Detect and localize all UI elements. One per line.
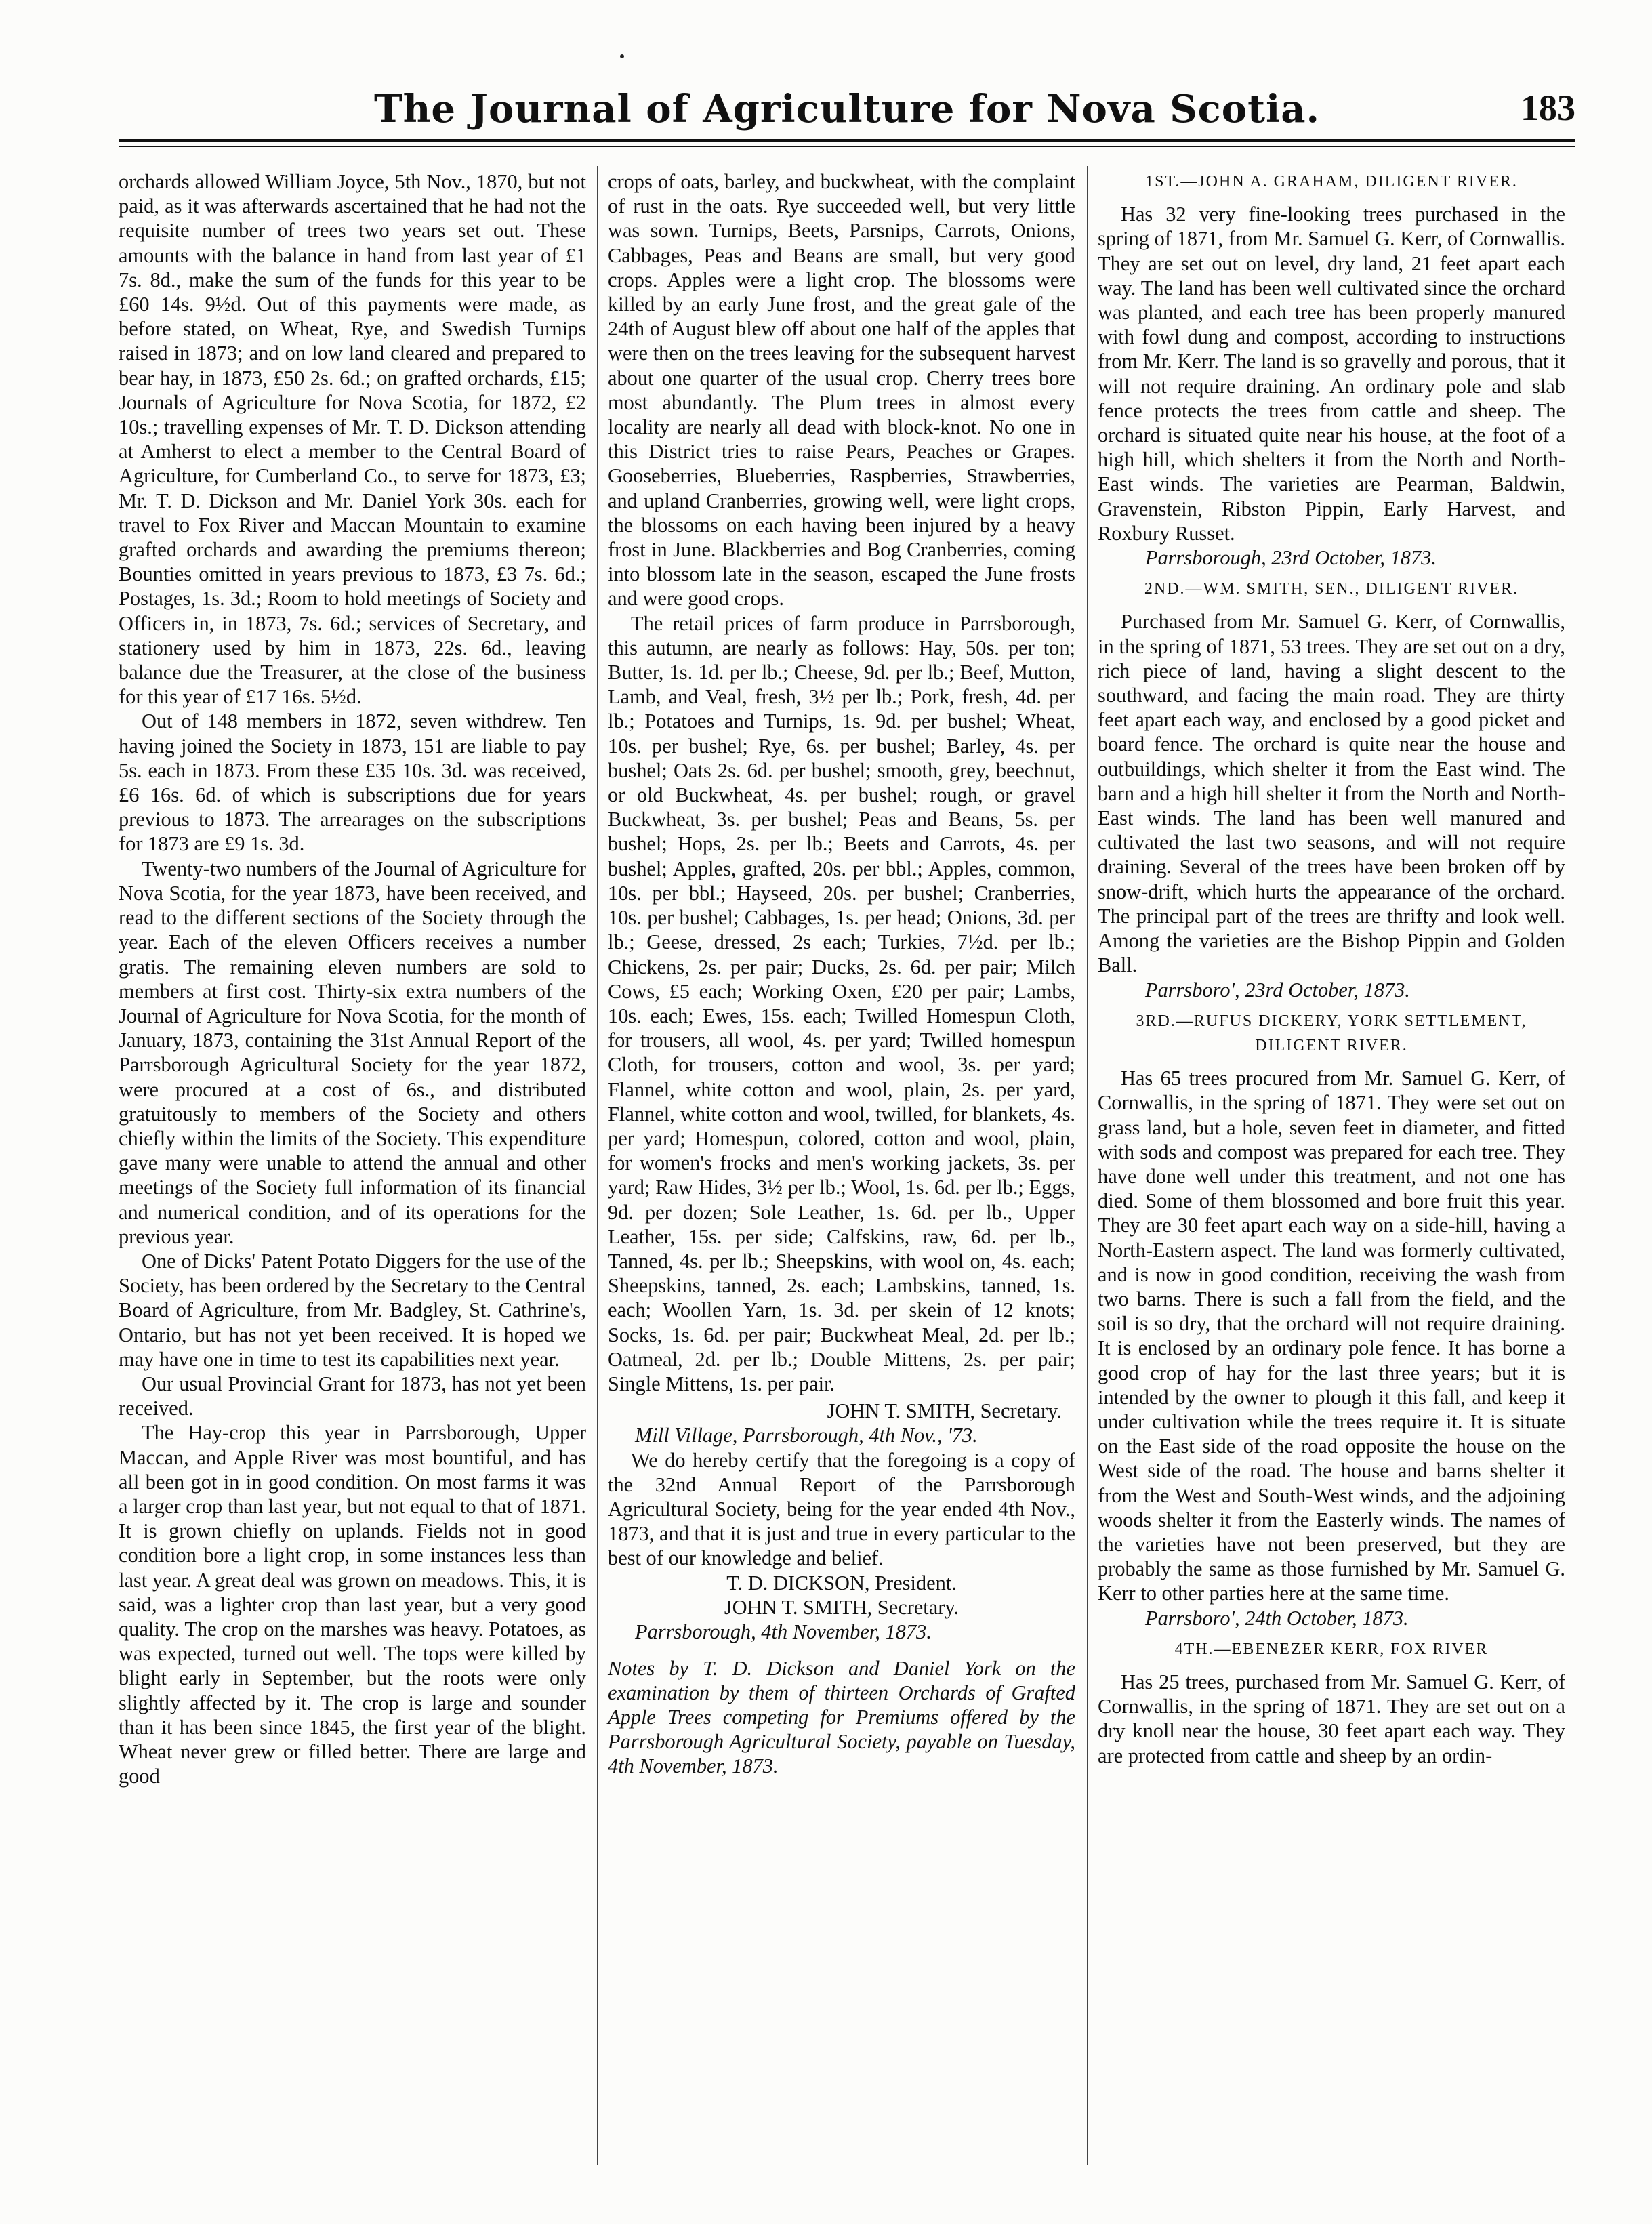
orchard-heading: 3RD.—RUFUS DICKERY, YORK SETTLEMENT, DILIGENT RIVER.	[1136, 1012, 1527, 1054]
paragraph: Has 25 trees, purchased from Mr. Samuel G. Kerr, of Cornwallis, in the spring of 1871. They are set out on a dry knoll near the house, 30 feet apart each way. They are protected from cattle and sheep by an ordin-	[1098, 1670, 1565, 1767]
notes-heading: Notes by T. D. Dickson and Daniel York on the examination by them of thirteen Orchards of Grafted Apple Trees competing for Premiums offered by the Parrsborough Agricultural Society, payable on Tuesday, 4th November, 1873.	[608, 1657, 1075, 1778]
header-rule-thin	[119, 146, 1575, 147]
column-divider-1	[597, 166, 598, 2165]
paragraph: Has 32 very fine-looking trees purchased in the spring of 1871, from Mr. Samuel G. Kerr, of Cornwallis. They are set out on level, dry land, 21 feet apart each way. The land has been well cultivated since the orchard was planted, and each tree has been properly manured with fowl dung and compost, according to instructions from Mr. Kerr. The land is so gravelly and porous, that it will not require draining. An ordinary pole and slab fence protects the trees from cattle and sheep. The orchard is situated quite near his house, at the foot of a high hill, which shelters it from the North and North-East winds. The varieties are Pearman, Baldwin, Gravenstein, Ribston Pippin, Early Harvest, and Roxbury Russet.	[1098, 203, 1565, 545]
paragraph: orchards allowed William Joyce, 5th Nov., 1870, but not paid, as it was afterwards ascertained that he had not the requisite number of trees two years set out. These amounts with the balance in hand from last year of £1 7s. 8d., make the sum of the funds for this year to be £60 14s. 9½d. Out of this payments were made, as before stated, on Wheat, Rye, and Swedish Turnips raised in 1873; and on low land cleared and prepared to bear hay, in 1873, £50 2s. 6d.; on grafted orchards, £15; Journals of Agriculture for Nova Scotia, for 1872, £2 10s.; travelling expenses of Mr. T. D. Dickson attending at Amherst to elect a member to the Central Board of Agriculture, for Cumberland Co., to serve for 1873, £3; Mr. T. D. Dickson and Mr. Daniel York 30s. each for travel to Fox River and Maccan Mountain to examine grafted orchards and awarding the premiums thereon; Bounties omitted in years previous to 1873, £3 7s. 6d.; Postages, 1s. 3d.; Room to hold meetings of Society and Officers in, in 1873, 7s. 6d.; services of Secretary, and stationery used by him in 1873, 22s. 6d., leaving balance due the Treasurer, at the close of the business for this year of £17 16s. 5½d.	[119, 170, 586, 709]
dateline: Mill Village, Parrsborough, 4th Nov., '73.	[635, 1424, 978, 1447]
column-2	[608, 169, 1075, 1778]
column-1	[119, 169, 586, 1788]
header-rule-thick	[119, 139, 1575, 142]
dateline: Parrsborough, 23rd October, 1873.	[1145, 546, 1437, 570]
paragraph: Our usual Provincial Grant for 1873, has not yet been received.	[119, 1372, 586, 1420]
dateline: Parrsboro', 24th October, 1873.	[1145, 1606, 1409, 1630]
signature: T. D. DICKSON, President.	[726, 1571, 957, 1594]
dateline: Parrsborough, 4th November, 1873.	[635, 1620, 932, 1643]
paragraph: Twenty-two numbers of the Journal of Agriculture for Nova Scotia, for the year 1873, have been received, and read to the different sections of the Society through the year. Each of the eleven Officers receives a number gratis. The remaining eleven numbers are sold to members at first cost. Thirty-six extra numbers of the Journal of Agriculture for Nova Scotia, for the month of January, 1873, containing the 31st Annual Report of the Parrsborough Agricultural Society for the year 1872, were procured at a cost of 6s., and distributed gratuitously to members of the Society and others chiefly within the limits of the Society. This expenditure gave many were unable to attend the annual and other meetings of the Society full information of its financial and numerical condition, and of its operations for the previous year.	[119, 857, 586, 1248]
orchard-heading: 4TH.—EBENEZER KERR, FOX RIVER	[1174, 1640, 1489, 1658]
paragraph: One of Dicks' Patent Potato Diggers for the use of the Society, has been ordered by the Secretary to the Central Board of Agriculture, from Mr. Badgley, St. Cathrine's, Ontario, but has not yet been received. It is hoped we may have one in time to test its capabilities next year.	[119, 1249, 586, 1371]
column-3	[1098, 169, 1565, 1768]
paragraph: The retail prices of farm produce in Parrsborough, this autumn, are nearly as follows: Hay, 50s. per ton; Butter, 1s. 1d. per lb.; Cheese, 9d. per lb.; Beef, Mutton, Lamb, and Veal, fresh, 3½ per lb.; Pork, fresh, 4d. per lb.; Potatoes and Turnips, 1s. 9d. per bushel; Wheat, 10s. per bushel; Rye, 6s. per bushel; Barley, 4s. per bushel; Oats 2s. 6d. per bushel; smooth, grey, beechnut, or old Buckwheat, 4s. per bushel; rough, or gravel Buckwheat, 3s. per bushel; Peas and Beans, 5s. per bushel; Hops, 2s. per lb.; Beets and Carrots, 4s. per bushel; Apples, grafted, 20s. per bbl.; Apples, common, 10s. per bbl.; Hayseed, 20s. per bushel; Cranberries, 10s. per bushel; Cabbages, 1s. per head; Onions, 3d. per lb.; Geese, dressed, 2s each; Turkies, 7½d. per lb.; Chickens, 2s. per pair; Ducks, 2s. 6d. per pair; Milch Cows, £5 each; Working Oxen, £20 per pair; Lambs, 10s. each; Ewes, 15s. each; Twilled Homespun Cloth, for trousers, all wool, 4s. per yard; Twilled homespun Cloth, for trousers, cotton and wool, 3s. per yard; Flannel, white cotton and wool, plain, 2s. per yard, Flannel, white cotton and wool, twilled, for blankets, 4s. per yard; Homespun, colored, cotton and wool, plain, for women's frocks and men's working jackets, 3s. per yard; Raw Hides, 3½ per lb.; Wool, 1s. 6d. per lb.; Eggs, 9d. per dozen; Sole Leather, 1s. 6d. per lb., Upper Leather, 15s. per side; Calfskins, raw, 6d. per lb., Tanned, 4s. per lb.; Sheepskins, with wool on, 4s. each; Sheepskins, tanned, 2s. each; Lambskins, tanned, 1s. each; Woollen Yarn, 1s. 3d. per skein of 12 knots; Socks, 1s. 6d. per pair; Buckwheat Meal, 2d. per lb.; Oatmeal, 2d. per lb.; Double Mittens, 2s. per pair; Single Mittens, 1s. per pair.	[608, 611, 1075, 1395]
signature: JOHN T. SMITH, Secretary.	[827, 1399, 1062, 1423]
orchard-heading: 1ST.—JOHN A. GRAHAM, DILIGENT RIVER.	[1145, 173, 1518, 190]
column-divider-2	[1087, 166, 1088, 2165]
print-speck	[620, 54, 624, 58]
page-header	[119, 75, 1575, 136]
paragraph: Out of 148 members in 1872, seven withdrew. Ten having joined the Society in 1873, 151 are liable to pay 5s. each in 1873. From these £35 10s. 3d. was received, £6 16s. 6d. of which is subscriptions due for years previous to 1873. The arrearages on the subscriptions for 1873 are £9 1s. 3d.	[119, 709, 586, 856]
paragraph: Has 65 trees procured from Mr. Samuel G. Kerr, of Cornwallis, in the spring of 1871. They were set out on grass land, but a hole, seven feet in diameter, and fitted with sods and compost was prepared for each tree. They have done well under this treatment, and not one has died. Some of them blossomed and bore fruit this year. They are 30 feet apart each way on a side-hill, having a North-Eastern aspect. The land was formerly cultivated, and is now in good condition, receiving the wash from two barns. There is such a fall from the field, and the soil is so dry, that the orchard will not require draining. It is enclosed by an ordinary pole fence. It has borne a good crop of hay for the last three years; but it is intended by the owner to plough it this fall, and keep it under cultivation while the trees require it. It is situate on the East side of the road opposite the house on the West side of the road. The house and barns shelter it from the West and South-West winds, and the adjoining woods shelter it from the Easterly winds. The names of the varieties have not been preserved, but they are probably the same as those furnished by Mr. Samuel G. Kerr to other parties here at the same time.	[1098, 1067, 1565, 1605]
paragraph: Purchased from Mr. Samuel G. Kerr, of Cornwallis, in the spring of 1871, 53 trees. They are set out on a dry, rich piece of land, having a slight descent to the southward, and facing the main road. They are thirty feet apart each way, and enclosed by a good picket and board fence. The orchard is quite near the house and outbuildings, which shelter it from the East wind. The barn and a high hill shelter it from the North and North-East winds. The land has been well manured and cultivated the last two seasons, and will not require draining. Several of the trees have been broken off by snow-drift, which hurts the appearance of the orchard. The principal part of the trees are thrifty and look well. Among the varieties are the Bishop Pippin and Golden Ball.	[1098, 610, 1565, 977]
page-number: 183	[1521, 87, 1575, 128]
paragraph: We do hereby certify that the foregoing is a copy of the 32nd Annual Report of the Parrsborough Agricultural Society, being for the year ended 4th Nov., 1873, and that it is just and true in every particular to the best of our knowledge and belief.	[608, 1448, 1075, 1570]
dateline: Parrsboro', 23rd October, 1873.	[1145, 978, 1410, 1002]
orchard-heading: 2ND.—WM. SMITH, SEN., DILIGENT RIVER.	[1144, 580, 1519, 598]
paragraph: crops of oats, barley, and buckwheat, with the complaint of rust in the oats. Rye succeeded well, but very little was sown. Turnips, Beets, Parsnips, Carrots, Onions, Cabbages, Peas and Beans are small, but very good crops. Apples were a light crop. The blossoms were killed by an early June frost, and the great gale of the 24th of August blew off about one half of the apples that were then on the trees leaving for the subsequent harvest about one quarter of the usual crop. Cherry trees bore most abundantly. The Plum trees in almost every locality are nearly all dead with block-knot. No one in this District tries to raise Pears, Peaches or Grapes. Gooseberries, Blueberries, Raspberries, Strawberries, and upland Cranberries, growing well, were light crops, the blossoms on each having been injured by a heavy frost in June. Blackberries and Bog Cranberries, coming into blossom late in the season, escaped the June frosts and were good crops.	[608, 170, 1075, 611]
signature: JOHN T. SMITH, Secretary.	[724, 1595, 959, 1619]
journal-title: The Journal of Agriculture for Nova Scotia.	[373, 87, 1321, 131]
paragraph: The Hay-crop this year in Parrsborough, Upper Maccan, and Apple River was most bountiful, and has all been got in in good condition. On most farms it was a larger crop than last year, but not equal to that of 1871. It is grown chiefly on uplands. Fields not in good condition bore a light crop, in some instances less than last year. A great deal was grown on meadows. This, it is said, was a lighter crop than last year, but a very good quality. The crop on the marshes was heavy. Potatoes, as was expected, turned out well. The tops were killed by blight early in September, but the roots were only slightly affected by it. The crop is large and sounder than it has been since 1845, the first year of the blight. Wheat never grew or filled better. There are large and good	[119, 1421, 586, 1788]
